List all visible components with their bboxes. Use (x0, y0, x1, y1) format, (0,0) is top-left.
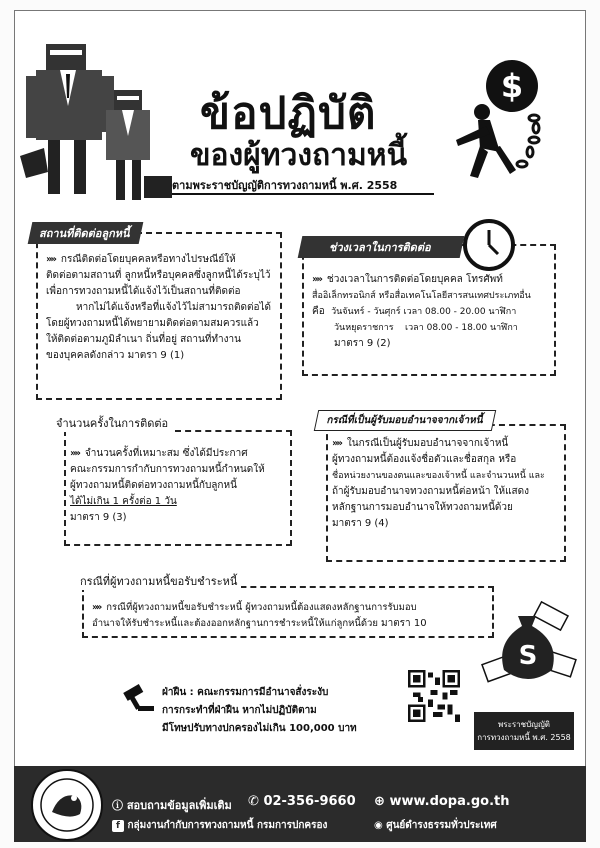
act-reference: ตามพระราชบัญญัติการทวงถามหนี้ พ.ศ. 2558 (172, 179, 398, 192)
debt-collectors-illustration (18, 36, 178, 206)
svg-text:$: $ (500, 67, 524, 105)
section-number: มาตรา 9 (1) (127, 350, 185, 361)
info-icon: ⓘ (112, 799, 123, 812)
footer-info: ⓘ สอบถามข้อมูลเพิ่มเติม (112, 799, 232, 812)
arrow-icon: »» (70, 448, 79, 459)
footer-center: ◉ ศูนย์ดำรงธรรมทั่วประเทศ (374, 820, 497, 831)
gavel-icon (118, 684, 154, 712)
phone-icon: ✆ (248, 794, 259, 809)
section-number: มาตรา 9 (3) (70, 512, 127, 523)
contact-place-label: สถานที่ติดต่อลูกหนี้ (28, 222, 143, 244)
authorized-label: กรณีที่เป็นผู้รับมอบอำนาจจากเจ้าหนี้ (314, 410, 497, 431)
arrow-icon: »» (46, 254, 55, 265)
contact-time-label: ช่วงเวลาในการติดต่อ (298, 236, 464, 258)
qr-code[interactable] (408, 670, 460, 722)
penalty-text: ฝ่าฝืน : คณะกรรมการมีอำนาจสั่งระงับ การกระทำที่ฝ่าฝืน หากไม่ปฏิบัติตาม มีโทษปรับทางปกครองไม่เกิน 100,000 บาท (162, 687, 357, 734)
footer-facebook[interactable]: f กลุ่มงานกำกับการทวงถามหนี้ กรมการปกครอง (112, 818, 327, 833)
footer-website[interactable]: ⊕ www.dopa.go.th (374, 794, 510, 809)
ministry-seal (30, 768, 104, 842)
authorized-text: »» ในกรณีเป็นผู้รับมอบอำนาจจากเจ้าหนี้ ผู้ทวงถามหนี้ต้องแจ้งชื่อตัวและชื่อสกุล หรือ ชื่อหน่วยงานของตนและของเจ้าหนี้ และจำนวนหนี้ และ ถ้าผู้รับมอบอำนาจทวงถามหนี้ต่อหน้า ให้แสดง หลักฐานการมอบอำนาจให้ทวงถามหนี้ด้วย มาตรา 9 (4) (332, 436, 564, 532)
contact-time-text: »» ช่วงเวลาในการติดต่อโดยบุคคล โทรศัพท์ สื่ออิเล็กทรอนิกส์ หรือสื่อเทคโนโลยีสารสนเทศประเภทอื่น คือ วันจันทร์ - วันศุกร์ เวลา 08.00 - 20.00 นาฬิกา วันหยุดราชการ เวลา 08.00 - 18.00 นาฬิกา มาตรา 9 (2) (312, 272, 556, 352)
section-number: มาตรา 9 (2) (334, 338, 391, 349)
page-subtitle: ของผู้ทวงถามหนี้ (190, 138, 408, 173)
footer-phone[interactable]: ✆ 02-356-9660 (248, 794, 356, 809)
contact-count-label: จำนวนครั้งในการติดต่อ (52, 414, 172, 432)
contact-place-text: »» กรณีติดต่อโดยบุคคลหรือทางไปรษณีย์ให้ ติดต่อตามสถานที่ ลูกหนี้หรือบุคคลซึ่งลูกหนี้ได้ระบุไว้ เพื่อการทวงถามหนี้ได้แจ้งไว้เป็นสถานที่ติดต่อ หากไม่ได้แจ้งหรือที่แจ้งไว้ไม่สามารถติดต่อได้ โดยผู้ทวงถามหนี้ได้พยายามติดต่อตามสมควรแล้ว ให้ติดต่อตามภูมิลำเนา ถิ่นที่อยู่ สถานที่ทำงาน ของบุคคลดังกล่าว มาตรา 9 (1) (46, 254, 271, 361)
debtor-ball-chain-icon (450, 56, 580, 186)
contact-count-text: »» จำนวนครั้งที่เหมาะสม ซึ่งได้มีประกาศ คณะกรรมการกำกับการทวงถามหนี้กำหนดให้ ผู้ทวงถามหนี้ติดต่อทวงถามหนี้กับลูกหนี้ ได้ไม่เกิน 1 ครั้งต่อ 1 วัน มาตรา 9 (3) (70, 446, 292, 526)
section-number: มาตรา 10 (380, 618, 427, 629)
repayment-label: กรณีที่ผู้ทวงถามหนี้ขอรับชำระหนี้ (76, 572, 241, 590)
act-underline (172, 193, 434, 195)
facebook-icon: f (112, 820, 124, 832)
arrow-icon: »» (312, 274, 321, 285)
section-number: มาตรา 9 (4) (332, 518, 389, 529)
money-bag-symbol: S (518, 641, 538, 671)
act-badge: พระราชบัญญัติ การทวงถามหนี้ พ.ศ. 2558 (474, 712, 574, 750)
clock-icon (462, 218, 516, 272)
money-bag-icon (478, 598, 578, 694)
page-title: ข้อปฏิบัติ (200, 88, 377, 139)
globe-icon: ⊕ (374, 794, 385, 809)
repayment-text: »» กรณีที่ผู้ทวงถามหนี้ขอรับชำระหนี้ ผู้ทวงถามหนี้ต้องแสดงหลักฐานการรับมอบ อำนาจให้รับชำระหนี้และต้องออกหลักฐานการชำระหนี้ให้แก่ลูกหนี้ด้วย มาตรา 10 (92, 602, 427, 629)
center-icon: ◉ (374, 820, 383, 831)
arrow-icon: »» (92, 602, 101, 613)
arrow-icon: »» (332, 438, 341, 449)
